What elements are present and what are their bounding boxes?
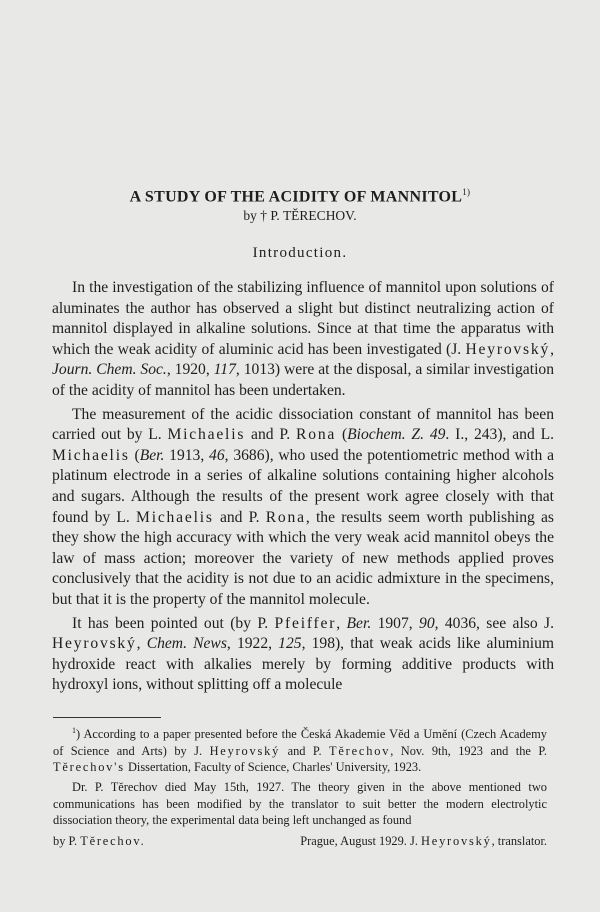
text-run: ) According to a paper presented before the Česká Akademie Věd a Umění (Czech Academy of Science and Arts) by J. <box>53 727 547 758</box>
text-run: , <box>550 340 554 358</box>
text-run: , Nov. 9th, 1923 and the P. <box>390 743 548 758</box>
paragraph-2 <box>52 405 554 611</box>
text-run: , translator. <box>491 833 547 848</box>
text-run: , 1013) were at the disposal, a similar investigation of the acidity of mannitol has been undertaken. <box>52 361 554 399</box>
author-name-spaced: Michaelis <box>52 446 130 464</box>
volume-number: 49 <box>429 426 446 444</box>
journal-name: Ber. <box>139 446 165 464</box>
footnote-signature <box>53 833 547 849</box>
signature-right <box>300 833 547 849</box>
text-run: , 1922, <box>226 635 279 653</box>
text-run: The measurement of the acidic dissociation constant of mannitol has been carried out by L. <box>52 405 554 444</box>
text-run: Dissertation, Faculty of Science, Charles' University, 1923. <box>124 759 422 774</box>
volume-number: 90 <box>419 614 435 632</box>
section-heading: Introduction. <box>252 245 348 261</box>
author-name-spaced: Těrechov. <box>80 833 146 848</box>
footnote-1 <box>53 723 547 775</box>
title-footnote-mark: 1) <box>462 186 471 197</box>
author-name-spaced: Rona <box>296 426 337 444</box>
text-run: , 198), that weak acids like aluminium hydroxide react with alkalies merely by forming additive products with hydroxyl ions, without splitting off a molecule <box>52 635 555 694</box>
text-run: Dr. P. Těrechov died May 15th, 1927. The theory given in the above mentioned two communications has been modified by the translator to suit better the modern electrolytic dissociation theory, the experimental data being left unchanged as found <box>53 780 547 828</box>
author-line: by † P. TĚRECHOV. <box>243 208 357 223</box>
paragraph-1 <box>52 278 554 402</box>
volume-number: 117 <box>213 361 236 379</box>
author-name-spaced: Michaelis <box>167 426 246 444</box>
text-run: , <box>136 635 147 653</box>
footnote-divider <box>53 717 161 718</box>
footnote-mark: 1 <box>72 726 76 735</box>
footnote-2 <box>53 779 547 828</box>
text-run: and P. <box>213 508 266 526</box>
author-name-spaced: Těrechov's <box>53 759 125 774</box>
text-run: by P. <box>53 833 81 848</box>
author-name-spaced: Rona <box>265 508 306 526</box>
title-text: A STUDY OF THE ACIDITY OF MANNITOL <box>129 188 463 206</box>
text-run: , 1920, <box>166 361 214 379</box>
text-run: , 4036, see also J. <box>434 614 554 632</box>
footnotes <box>53 723 547 849</box>
article-body <box>52 278 554 699</box>
author-name-spaced: Heyrovský <box>421 833 492 848</box>
volume-number: 125 <box>278 635 302 653</box>
text-run: , <box>336 614 347 632</box>
text-run: ( <box>336 426 348 444</box>
text-run: , 3686), who used the potentiometric method with a platinum electrode in a series of alkaline solutions containing higher alcohols and sugars. Although the results of the present work agree closely with that found by L. <box>52 446 554 526</box>
signature-left <box>53 833 145 849</box>
volume-number: 46 <box>209 446 225 464</box>
author-name-spaced: Michaelis <box>136 508 214 526</box>
text-run: and P. <box>245 426 297 444</box>
text-run: In the investigation of the stabilizing influence of mannitol upon solutions of aluminates the author has observed a slight but distinct neutralizing action of mannitol displayed in alkaline solutions. Since at that time the apparatus with which the weak acidity of aluminic acid has been investigated (J. <box>52 279 554 358</box>
text-run: ( <box>129 446 140 464</box>
journal-name: Biochem. Z. <box>347 426 424 444</box>
author-name-spaced: Heyrovský <box>52 635 137 653</box>
text-run: and P. <box>280 743 330 758</box>
author-name-spaced: Heyrovský <box>209 743 281 758</box>
author-name-spaced: Pfeiffer <box>274 614 337 632</box>
author-name-spaced: Těrechov <box>329 743 391 758</box>
text-run: Prague, August 1929. J. <box>300 833 422 848</box>
article-title <box>0 187 600 206</box>
paragraph-3 <box>52 614 554 696</box>
text-run: . I., 243), and L. <box>445 426 554 444</box>
journal-name: Chem. News <box>146 635 227 653</box>
journal-name: Journ. Chem. Soc. <box>52 361 167 379</box>
text-run: 1907, <box>371 614 420 632</box>
text-run: It has been pointed out (by P. <box>72 614 275 632</box>
text-run: , the results seem worth publishing as they show the high accuracy with which the very weak acid mannitol obeys the law of mass action; moreover the variety of new methods applied proves conclusively that the acidity is not due to an acidic admixture in the specimens, but that it is the property of the mannitol molecule. <box>52 508 555 608</box>
text-run: 1913, <box>164 446 210 464</box>
journal-name: Ber. <box>346 614 372 632</box>
author-name-spaced: Heyrovský <box>465 340 551 358</box>
